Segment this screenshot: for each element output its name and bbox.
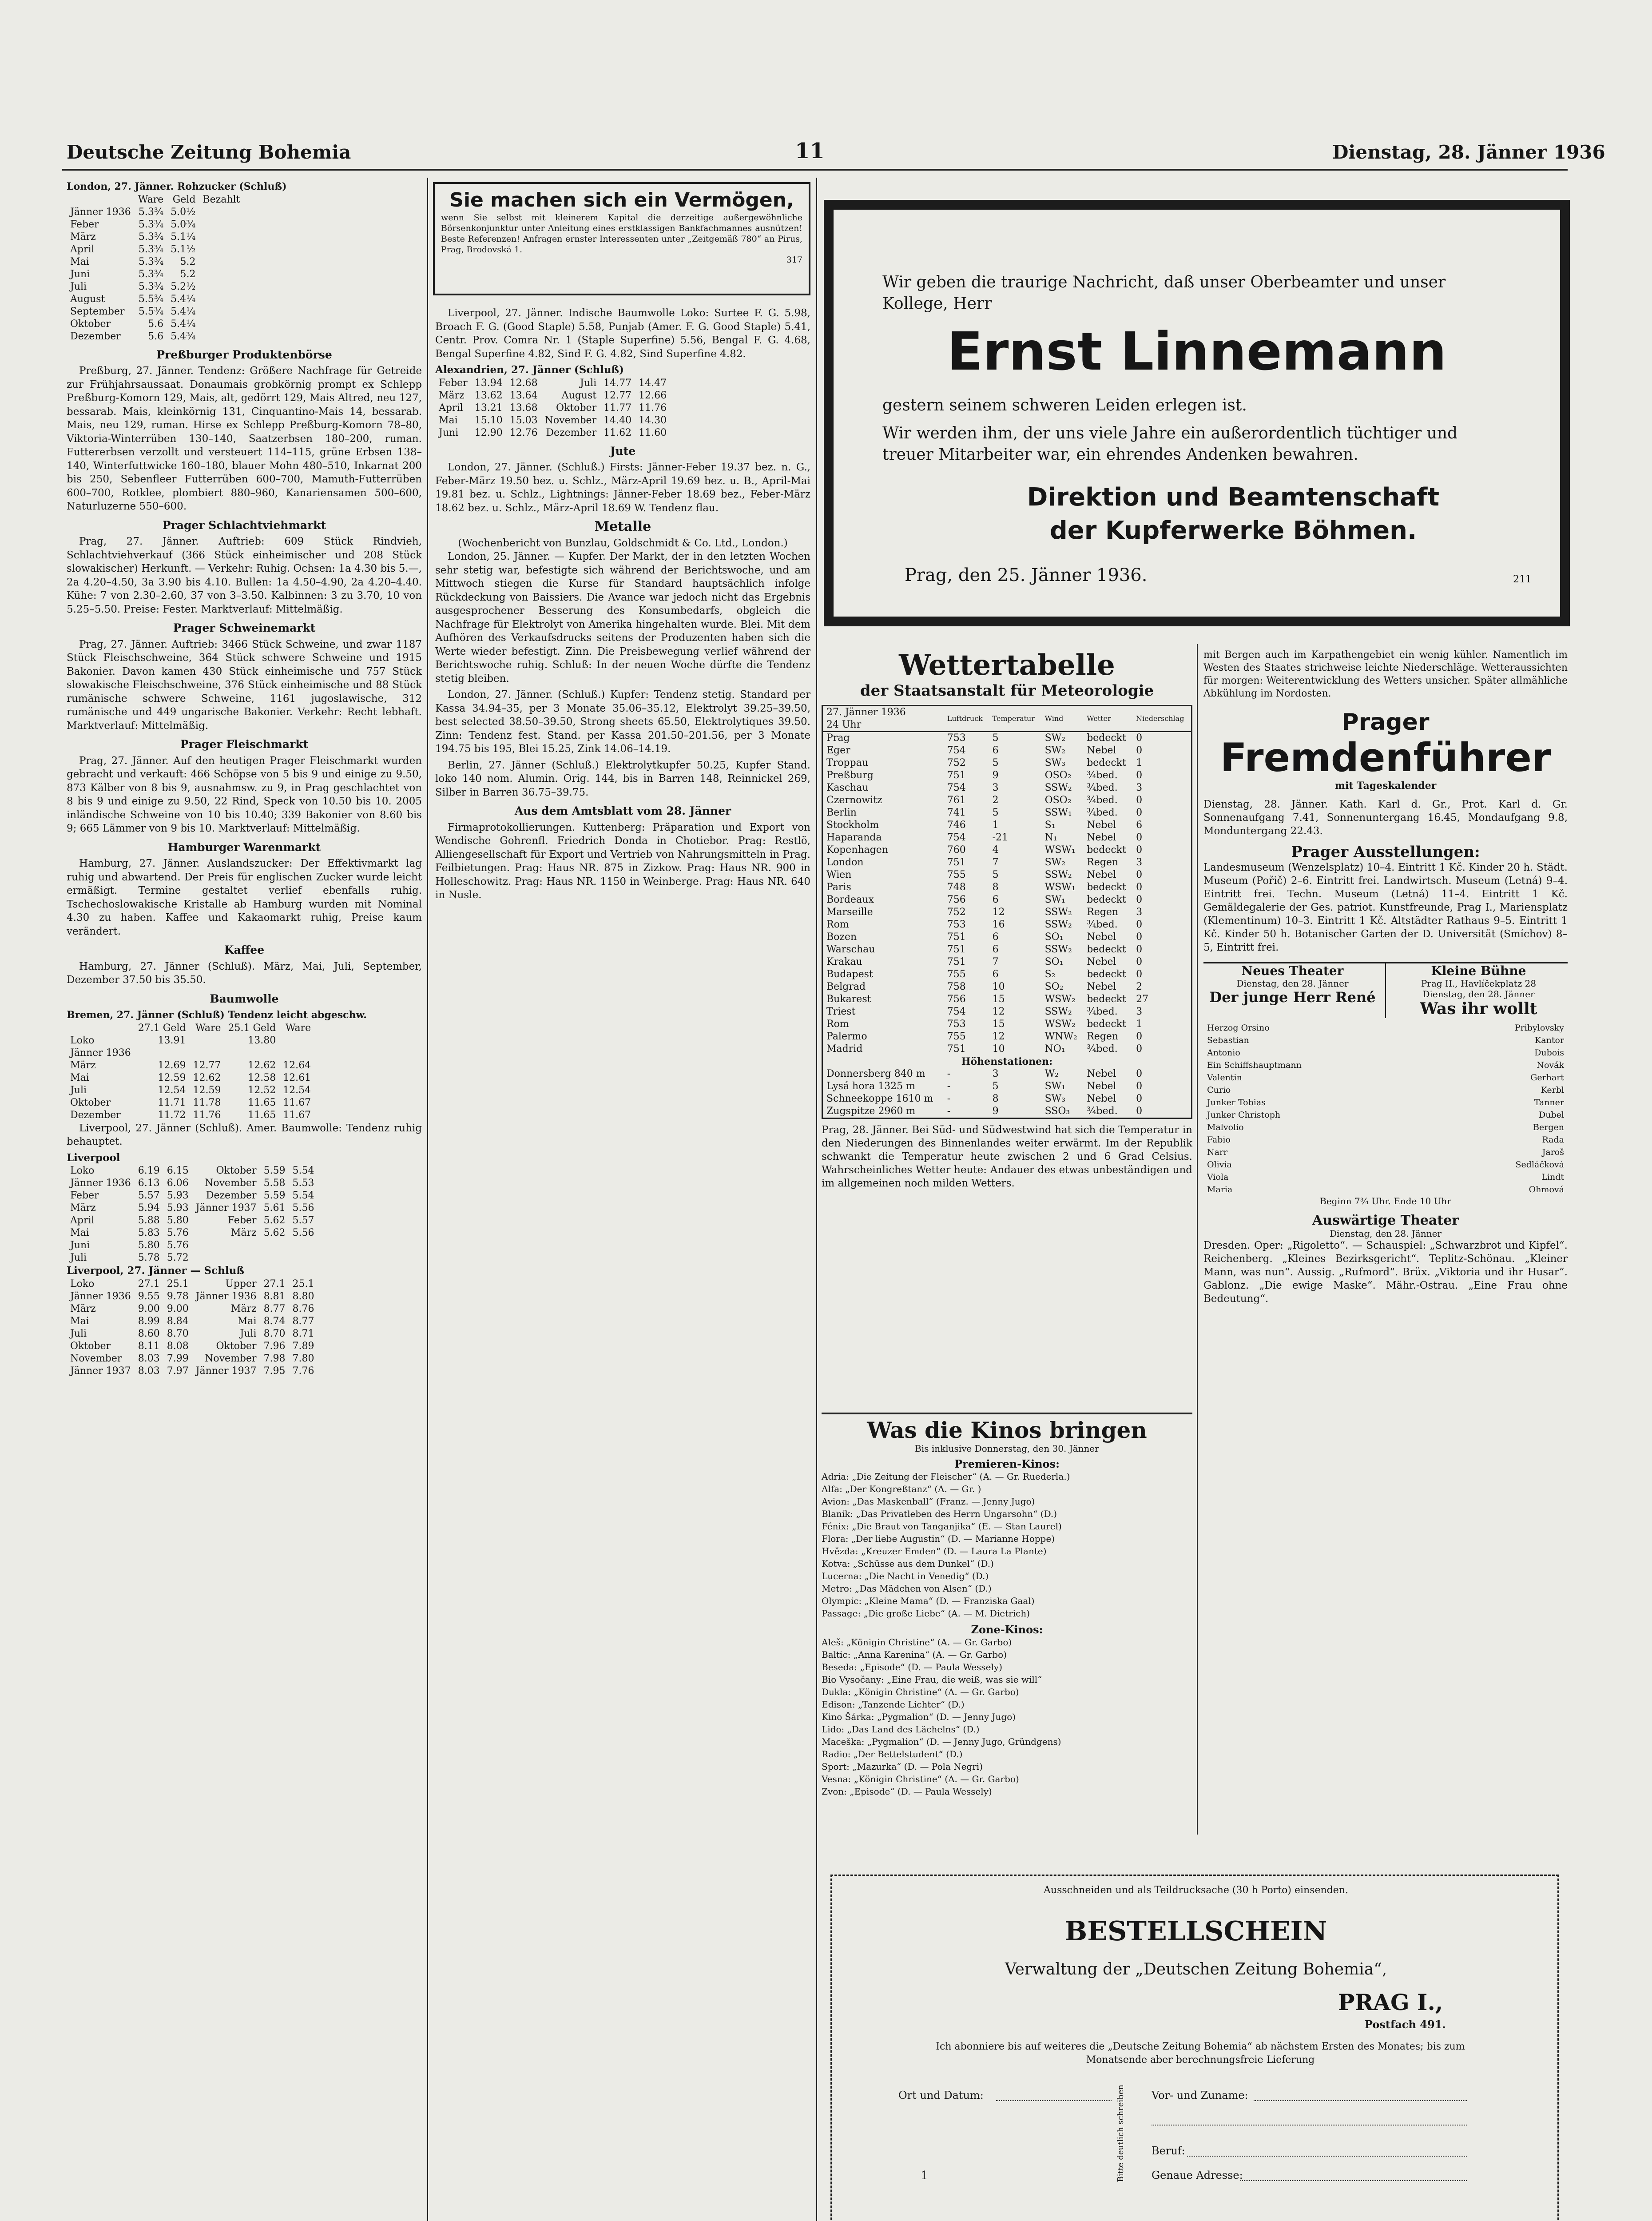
list-item: Kotva: „Schüsse aus dem Dunkel“ (D.) xyxy=(822,1558,994,1569)
table-row: Mai 8.99 8.84 Mai 8.74 8.77 xyxy=(70,1315,314,1327)
auswaertige-date: Dienstag, den 28. Jänner xyxy=(1329,1228,1442,1239)
weather-row: Rom 753 15 WSW₂ bedeckt 1 xyxy=(826,1019,1143,1030)
kino-title: Was die Kinos bringen xyxy=(867,1417,1147,1443)
weather-row: Marseille 752 12 SSW₂ Regen 3 xyxy=(826,907,1143,918)
weather-row: Paris 748 8 WSW₁ bedeckt 0 xyxy=(826,882,1143,893)
table-row: Mai 5.83 5.76 März 5.62 5.56 xyxy=(70,1227,314,1238)
london-sugar-title: London, 27. Jänner. Rohzucker (Schluß) xyxy=(67,181,287,192)
list-item: Baltic: „Anna Karenina“ (A. — Gr. Garbo) xyxy=(822,1649,1007,1660)
death-notice xyxy=(824,200,1570,626)
table-row: März 5.3¾ 5.1¼ xyxy=(70,231,196,243)
kino-section xyxy=(822,1413,1192,1798)
order-verwaltung: Verwaltung der „Deutschen Zeitung Bohemia“, xyxy=(1005,1960,1387,1978)
table-row: Oktober 5.6 5.4¼ xyxy=(70,318,196,330)
list-item: Maceška: „Pygmalion“ (D. — Jenny Jugo, Gründgens) xyxy=(822,1736,1061,1747)
order-form xyxy=(830,1875,1559,2221)
mountain-row: Donnersberg 840 m - 3 W₂ Nebel 0 xyxy=(826,1068,1143,1079)
order-city: PRAG I., xyxy=(1338,1989,1443,2015)
list-item: Radio: „Der Bettelstudent“ (D.) xyxy=(822,1749,963,1759)
table-row: Oktober 11.71 11.78 11.65 11.67 xyxy=(70,1097,311,1108)
weather-row: Budapest 755 6 S₂ bedeckt 0 xyxy=(826,969,1143,980)
table-row: Dezember 11.72 11.76 11.65 11.67 xyxy=(70,1109,311,1121)
bremen-table: 27.1 Geld Ware 25.1 Geld Ware Loko 13.91 13.80 Jänner 1936 März 12.69 12.77 12.62 12.64 Mai 12.59 12.62 12.58 12.61 Juli 12.54 12.59 12.52 12.54 Oktober 11.71 11.78 11.65 11.67 Dezember 11.72 11.76 11.65 11.67 xyxy=(67,1022,314,1122)
hamburg-heading: Hamburger Warenmarkt xyxy=(167,840,321,854)
auswaertige-heading: Auswärtige Theater xyxy=(1312,1213,1459,1228)
weather-row: Berlin 741 5 SSW₁ ¾bed. 0 xyxy=(826,807,1143,818)
baumwolle-heading: Baumwolle xyxy=(210,992,279,1005)
list-item: Blaník: „Das Privatleben des Herrn Ungarsohn“ (D.) xyxy=(822,1509,1057,1519)
pressburg-heading: Preßburger Produktenbörse xyxy=(156,348,332,361)
table-row: März 5.94 5.93 Jänner 1937 5.61 5.56 xyxy=(70,1202,314,1214)
order-title: BESTELLSCHEIN xyxy=(1064,1916,1327,1947)
weather-row: Bozen 751 6 SO₁ Nebel 0 xyxy=(826,931,1143,943)
ausstellungen-text: Landesmuseum (Wenzelsplatz) 10–4. Eintritt 1 Kč. Kinder 20 h. Städt. Museum (Pořič) 2–6. Eintritt frei. Landwirtsch. Museum (Letná) 9–4. Eintritt frei. Techn. Museum (Letná) 11–4. Eintritt 1 Kč. Gemäldegalerie der Ges. patriot. Kunstfreunde, Prag I., Mariensplatz (Klementinum) 10–3. Eintritt 1 Kč. Altstädter Rathaus 9–5. Eintritt 1 Kč. Kinder 50 h. Botanischer Garten der D. Universität (Smíchov) 8–5, Eintritt frei. xyxy=(1203,862,1568,953)
kleine-buehne: Kleine Bühne Prag II., Havlíčekplatz 28 Dienstag, den 28. Jänner Was ihr wollt xyxy=(1420,963,1537,1018)
list-item: Sport: „Mazurka“ (D. — Pola Negri) xyxy=(822,1761,983,1772)
death-line2: gestern seinem schweren Leiden erlegen ist. xyxy=(882,396,1247,414)
masthead-date: Dienstag, 28. Jänner 1936 xyxy=(1332,141,1605,163)
role-row: Malvolio Bergen xyxy=(1207,1122,1564,1132)
order-number: 1 xyxy=(921,2169,928,2182)
table-row: Oktober 8.11 8.08 Oktober 7.96 7.89 xyxy=(70,1340,314,1352)
role-row: Junker Tobias Tanner xyxy=(1207,1098,1564,1107)
table-row: Feber 5.3¾ 5.0¾ xyxy=(70,219,196,230)
death-name: Ernst Linnemann xyxy=(947,321,1447,382)
weather-row: Palermo 755 12 WNW₂ Regen 0 xyxy=(826,1031,1143,1042)
order-name-label: Vor- und Zuname: xyxy=(1152,2089,1248,2102)
table-row: Juli 8.60 8.70 Juli 8.70 8.71 xyxy=(70,1328,314,1339)
liverpool-table xyxy=(67,1165,318,1264)
kaffee-heading: Kaffee xyxy=(224,943,265,956)
table-row: Mai 5.3¾ 5.2 xyxy=(70,256,196,267)
role-row: Olivia Sedláčková xyxy=(1207,1160,1564,1170)
weather-subtitle: der Staatsanstalt für Meteorologie xyxy=(860,682,1154,700)
weather-row: London 751 7 SW₂ Regen 3 xyxy=(826,857,1143,868)
order-beruf-field[interactable] xyxy=(1187,2156,1467,2157)
indian-cotton-text: Liverpool, 27. Jänner. Indische Baumwolle Loko: Surtee F. G. 5.98, Broach F. G. (Good Staple) 5.58, Punjab (Amer. F. G. Good Staple) 5.41, Centr. Prov. Comra Nr. 1 (Staple Superfine) 5.56, Bengal F. G. 4.68, Bengal Superfine 4.82, Sind F. G. 4.82, Sind Superfine 4.82. xyxy=(435,307,810,360)
alexandria-table xyxy=(435,377,670,439)
metalle-sub: (Wochenbericht von Bunzlau, Goldschmidt & Co. Ltd., London.) xyxy=(458,537,788,549)
list-item: Lucerna: „Die Nacht in Venedig“ (D.) xyxy=(822,1571,989,1581)
weather-row: Belgrad 758 10 SO₂ Nebel 2 xyxy=(826,981,1143,992)
hamburg-text: Hamburg, 27. Jänner. Auslandszucker: Der Effektivmarkt lag ruhig und abwartend. Der Preis für englischen Zucker wurde leicht ermäßigt. Termine gestaltet verlief ebenfalls ruhig. Tschechoslowakische Kristalle ab Hamburg wurden mit Nominal 4.30 zu haben. Kaffee und Kakaomarkt ruhig, Preise kaum verändert. xyxy=(67,858,422,937)
table-row: Loko 6.19 6.15 Oktober 5.59 5.54 xyxy=(70,1165,314,1176)
role-row: Antonio Dubois xyxy=(1207,1048,1564,1058)
order-postfach: Postfach 491. xyxy=(1365,2018,1446,2031)
weather-row: Troppau 752 5 SW₃ bedeckt 1 xyxy=(826,757,1143,768)
list-item: Olympic: „Kleine Mama“ (D. — Franziska Gaal) xyxy=(822,1596,1035,1606)
berlin-metal-text: Berlin, 27. Jänner (Schluß.) Elektrolytkupfer 50.25, Kupfer Stand. loko 140 nom. Alumin. Orig. 144, bis in Barren 148, Reinnickel 269, Silber in Barren 36.75–39.75. xyxy=(435,759,810,798)
role-row: Junker Christoph Dubel xyxy=(1207,1110,1564,1120)
zone-heading: Zone-Kinos: xyxy=(971,1623,1043,1636)
roles-table xyxy=(1203,1022,1568,1196)
table-row: Juli 12.54 12.59 12.52 12.54 xyxy=(70,1084,311,1096)
death-sign1: Direktion und Beamtenschaft xyxy=(1027,483,1440,512)
order-top: Ausschneiden und als Teildrucksache (30 h Porto) einsenden. xyxy=(1044,1885,1348,1896)
table-row: Jänner 1936 6.13 6.06 November 5.58 5.53 xyxy=(70,1178,314,1189)
fleisch-text: Prag, 27. Jänner. Auf den heutigen Prager Fleischmarkt wurden gebracht und verkauft: 466 Schöpse von 5 bis 9 und einige zu 9.50, 873 Kälber von 8 bis 9, ausnahmsw. zu 9, in Prag geschlachtet von 8 bis 9 und einige zu 9.50, 22 Rind, Speck von 10.50 bis 10. 2005 inländische Schweine von 10 bis 10.40; 339 Bakonier von 8.60 bis 9; 665 Lämmer von 9 bis 10. Marktverlauf: Mittelmäßig. xyxy=(67,755,422,834)
table-row: Juni 5.80 5.76 xyxy=(70,1240,189,1251)
kaffee-text: Hamburg, 27. Jänner (Schluß). März, Mai, Juli, September, Dezember 37.50 bis 35.50. xyxy=(67,960,422,986)
list-item: Metro: „Das Mädchen von Alsen“ (D.) xyxy=(822,1583,992,1594)
weather-continued: mit Bergen auch im Karpathengebiet ein wenig kühler. Namentlich im Westen des Staates strichweise leichte Niederschläge. Wetteraussichten für morgen: Weiterentwicklung des Wetters unsicher. Später allmähliche Abkühlung im Nordosten. xyxy=(1203,649,1568,699)
weather-row: Preßburg 751 9 OSO₂ ¾bed. 0 xyxy=(826,770,1143,781)
fremden-subtitle: mit Tageskalender xyxy=(1334,780,1437,792)
table-row: April 5.88 5.80 Feber 5.62 5.57 xyxy=(70,1215,314,1226)
death-place: Prag, den 25. Jänner 1936. xyxy=(905,565,1148,585)
weather-row: Prag 753 5 SW₂ bedeckt 0 xyxy=(826,732,1143,744)
list-item: Edison: „Tanzende Lichter“ (D.) xyxy=(822,1699,965,1710)
schlacht-text: Prag, 27. Jänner. Auftrieb: 609 Stück Rindvieh, Schlachtviehverkauf (366 Stück einheimischer und 208 Stück slowakischer) Herkunft. — Verkehr: Ruhig. Ochsen: 1a 4.30 bis 5.—, 2a 4.20–4.50, 3a 3.90 bis 4.10. Bullen: 1a 4.50–4.90, 2a 4.20–4.40. Kühe: 7 von 2.30–2.60, 37 von 3–3.50. Kalbinnen: 3 zu 3.70, 10 von 5.25–5.50. Preise: Fester. Marktverlauf: Mittelmäßig. xyxy=(67,536,422,615)
table-row: September 5.5¾ 5.4¼ xyxy=(70,306,196,317)
bremen-title: Bremen, 27. Jänner (Schluß) Tendenz leicht abgeschw. xyxy=(67,1009,367,1021)
role-row: Narr Jaroš xyxy=(1207,1147,1564,1157)
weather-text: Prag, 28. Jänner. Bei Süd- und Südwestwind hat sich die Temperatur in den Niederungen des Binnenlandes weiter erwärmt. Im der Republik schwankt die Temperatur heute zwischen 2 und 6 Grad Celsius. Wahrscheinliches Wetter heute: Andauer des etwas unbeständigen und im allgemeinen noch milden Wetters. xyxy=(822,1124,1192,1189)
table-row: März 13.62 13.64 August 12.77 12.66 xyxy=(439,390,667,401)
mountain-row: Lysá hora 1325 m - 5 SW₁ Nebel 0 xyxy=(826,1081,1143,1092)
weather-title: Wettertabelle xyxy=(899,649,1115,682)
jute-text: London, 27. Jänner. (Schluß.) Firsts: Jänner-Feber 19.37 bez. n. G., Feber-März 19.50 bez. u. Schlz., März-April 19.69 bez. u. B., April-Mai 19.81 bez. u. Schlz., Lightnings: Jänner-Feber 18.69 bez., Feber-März 18.62 bez. u. Schlz., März-April 18.69 W. Tendenz flau. xyxy=(435,462,810,514)
list-item: Bio Vysočany: „Eine Frau, die weiß, was sie will“ xyxy=(822,1674,1042,1685)
order-ort-field[interactable] xyxy=(996,2100,1112,2101)
table-row: November 8.03 7.99 November 7.98 7.80 xyxy=(70,1353,314,1364)
column-1 xyxy=(67,180,422,2221)
death-intro: Wir geben die traurige Nachricht, daß unser Oberbeamter und unser Kollege, Herr xyxy=(882,273,1446,313)
jute-heading: Jute xyxy=(610,444,636,458)
list-item: Fénix: „Die Braut von Tanganjika“ (E. — Stan Laurel) xyxy=(822,1521,1062,1532)
neues-theater: Neues Theater Dienstag, den 28. Jänner Der junge Herr René xyxy=(1203,963,1386,1018)
liverpool-text: Liverpool, 27. Jänner (Schluß). Amer. Baumwolle: Tendenz ruhig behauptet. xyxy=(67,1122,422,1147)
table-row: März 12.69 12.77 12.62 12.64 xyxy=(70,1059,311,1071)
order-name-field[interactable] xyxy=(1254,2100,1467,2101)
order-beruf-label: Beruf: xyxy=(1152,2145,1185,2157)
london-sugar-table: Ware Geld Bezahlt Jänner 1936 5.3¾ 5.0½ Feber 5.3¾ 5.0¾ März 5.3¾ 5.1¼ April 5.3¾ 5.1½ Mai 5.3¾ 5.2 Juni 5.3¾ 5.2 Juli 5.3¾ 5.2½ August 5.5¾ 5.4¼ September 5.5¾ 5.4¼ Oktober 5.6 5.4¼ Dezember 5.6 5.4¾ xyxy=(67,194,243,343)
masthead-rule xyxy=(62,169,1568,171)
table-row: Jänner 1936 9.55 9.78 Jänner 1936 8.81 8.80 xyxy=(70,1290,314,1302)
tageskalender: Dienstag, 28. Jänner. Kath. Karl d. Gr., Prot. Karl d. Gr. Sonnenaufgang 7.41, Sonnenuntergang 16.45, Mondaufgang 9.8, Monduntergang 22.43. xyxy=(1203,799,1568,837)
premieren-heading: Premieren-Kinos: xyxy=(954,1457,1060,1470)
schwein-text: Prag, 27. Jänner. Auftrieb: 3466 Stück Schweine, und zwar 1187 Stück Fleischschweine, 364 Stück schwere Schweine und 1915 Bakonier. Davon kamen 430 Stück einheimische und 757 Stück slowakische Fleischschweine, 376 Stück einheimische und 88 Stück rumänische schwere Schweine, 1161 jugoslawische, 312 rumänische und 449 ungarische Bakonier. Verkehr: Recht lebhaft. Marktverlauf: Mittelmäßig. xyxy=(67,638,422,732)
role-row: Viola Lindt xyxy=(1207,1172,1564,1182)
schlacht-heading: Prager Schlachtviehmarkt xyxy=(162,518,326,532)
liverpool2-table xyxy=(67,1278,318,1377)
weather-row: Stockholm 746 1 S₁ Nebel 6 xyxy=(826,820,1143,831)
table-row: Juni 12.90 12.76 Dezember 11.62 11.60 xyxy=(439,427,667,438)
liverpool-title: Liverpool xyxy=(67,1151,120,1164)
weather-section xyxy=(822,649,1192,1190)
list-item: Zvon: „Episode“ (D. — Paula Wessely) xyxy=(822,1786,992,1797)
weather-row: Warschau 751 6 SSW₂ bedeckt 0 xyxy=(826,944,1143,955)
list-item: Aleš: „Königin Christine“ (A. — Gr. Garbo) xyxy=(822,1637,1012,1648)
weather-row: Bukarest 756 15 WSW₂ bedeckt 27 xyxy=(826,994,1149,1005)
london-metal-text: London, 27. Jänner. (Schluß.) Kupfer: Tendenz stetig. Standard per Kassa 34.94–35, per 3 Monate 35.06–35.12, Elektrolyt 39.25–39.50, best selected 38.50–39.50, Strong sheets 65.50, Elektrolytiques 39.50. Zinn: Tendenz fest. Stand. per Kassa 201.50–201.56, per 3 Monate 194.75 bis 195, Blei 15.25, Zink 14.06–14.19. xyxy=(435,689,810,755)
weather-table: 27. Jänner 1936 24 Uhr Luftdruck Temperatur Wind Wetter Niederschlag Prag 753 5 SW₂ bedeckt 0 Eger 754 6 SW₂ Nebel 0 Troppau 752 5 SW₃ bedeckt 1 Preßburg 751 9 OSO₂ ¾bed. 0 Kaschau 754 3 SSW₂ ¾bed. 3 Czernowitz 761 2 OSO₂ ¾bed. 0 Berlin 741 5 SSW₁ ¾bed. 0 Stockholm 746 1 S₁ Nebel 6 Haparanda 754 -21 N₁ Nebel 0 Kopenhagen 760 4 WSW₁ bedeckt 0 London 751 7 SW₂ Regen 3 Wien 755 5 SSW₂ Nebel 0 Paris 748 8 WSW₁ bedeckt 0 Bordeaux 756 6 SW₁ bedeckt 0 Marseille 752 12 SSW₂ Regen 3 Rom 753 16 SSW₂ ¾bed. 0 Bozen 751 6 SO₁ Nebel 0 Warschau 751 6 SSW₂ bedeckt 0 Krakau 751 7 SO₁ Nebel 0 Budapest 755 6 S₂ bedeckt 0 Belgrad 758 10 SO₂ Nebel 2 Bukarest 756 15 WSW₂ bedeckt 27 Triest 754 12 SSW₂ ¾bed. 3 Rom 753 15 WSW₂ bedeckt 1 Palermo 755 12 WNW₂ Regen 0 Madrid 751 10 NO₁ ¾bed. 0 Höhenstationen: Donnersberg 840 m - 3 W₂ Nebel 0 Lysá hora 1325 m - 5 SW₁ Nebel 0 Schneekoppe 1610 m - 8 SW₃ Nebel 0 Zugspitze 2960 m - 9 SSO₃ ¾bed. 0 xyxy=(822,705,1192,1119)
column-rule-2 xyxy=(816,178,817,2221)
table-row: Jänner 1936 5.3¾ 5.0½ xyxy=(70,206,196,218)
auswaertige-text: Dresden. Oper: „Rigoletto“. — Schauspiel: „Schwarzbrot und Kipfel“. Reichenberg. „Kleines Bezirksgericht“. Teplitz-Schönau. „Kleiner Mann, was nun“. Aussig. „Rufmord“. Brüx. „Viktoria und ihr Husar“. Gablonz. „Die ewige Maske“. Mähr.-Ostrau. „Eine Frau ohne Bedeutung“. xyxy=(1203,1240,1568,1305)
table-row: Loko 13.91 13.80 xyxy=(70,1035,276,1046)
list-item: Vesna: „Königin Christine“ (A. — Gr. Garbo) xyxy=(822,1774,1019,1784)
list-item: Dukla: „Königin Christine“ (A. — Gr. Garbo) xyxy=(822,1687,1019,1697)
investment-ad xyxy=(433,182,810,295)
schwein-heading: Prager Schweinemarkt xyxy=(173,621,316,634)
list-item: Avion: „Das Maskenball“ (Franz. — Jenny Jugo) xyxy=(822,1496,1035,1507)
table-row: Jänner 1937 8.03 7.97 Jänner 1937 7.95 7.76 xyxy=(70,1365,314,1377)
table-row: Dezember 5.6 5.4¾ xyxy=(70,330,196,342)
role-row: Fabio Rada xyxy=(1207,1135,1564,1145)
table-row: April 5.3¾ 5.1½ xyxy=(70,243,196,255)
fleisch-heading: Prager Fleischmarkt xyxy=(180,738,309,751)
theater-columns xyxy=(1203,962,1568,1018)
role-row: Curio Kerbl xyxy=(1207,1085,1564,1095)
death-line3: Wir werden ihm, der uns viele Jahre ein außerordentlich tüchtiger und treuer Mitarbeiter war, ein ehrendes Andenken bewahren. xyxy=(882,424,1458,464)
ausstellungen-heading: Prager Ausstellungen: xyxy=(1291,843,1480,861)
weather-row: Krakau 751 7 SO₁ Nebel 0 xyxy=(826,956,1143,967)
alexandria-title: Alexandrien, 27. Jänner (Schluß) xyxy=(435,364,624,376)
death-sign2: der Kupferwerke Böhmen. xyxy=(1049,516,1417,545)
role-row: Ein Schiffshauptmann Novák xyxy=(1207,1060,1564,1070)
table-row: Loko 27.1 25.1 Upper 27.1 25.1 xyxy=(70,1278,314,1290)
column-rule-1 xyxy=(427,178,428,2221)
list-item: Flora: „Der liebe Augustin“ (D. — Marianne Hoppe) xyxy=(822,1533,1055,1544)
table-row: August 5.5¾ 5.4¼ xyxy=(70,293,196,305)
order-adresse-field[interactable] xyxy=(1240,2180,1467,2181)
order-adresse-label: Genaue Adresse: xyxy=(1152,2169,1243,2181)
ad-number: 317 xyxy=(786,255,802,265)
list-item: Lido: „Das Land des Lächelns“ (D.) xyxy=(822,1724,980,1735)
table-row: Feber 5.57 5.93 Dezember 5.59 5.54 xyxy=(70,1190,314,1201)
weather-row: Triest 754 12 SSW₂ ¾bed. 3 xyxy=(826,1006,1143,1017)
table-row: Jänner 1936 xyxy=(70,1047,131,1059)
weather-row: Bordeaux 756 6 SW₁ bedeckt 0 xyxy=(826,894,1143,905)
column-2 xyxy=(435,306,810,2221)
list-item: Alfa: „Der Kongreßtanz“ (A. — Gr. ) xyxy=(822,1484,981,1494)
order-side-note: Bitte deutlich schreiben xyxy=(1116,2085,1125,2182)
table-row: Feber 13.94 12.68 Juli 14.77 14.47 xyxy=(439,377,667,389)
table-row: Mai 12.59 12.62 12.58 12.61 xyxy=(70,1072,311,1083)
mountain-row: Schneekoppe 1610 m - 8 SW₃ Nebel 0 xyxy=(826,1093,1143,1104)
weather-row: Haparanda 754 -21 N₁ Nebel 0 xyxy=(826,832,1143,843)
amtsblatt-heading: Aus dem Amtsblatt vom 28. Jänner xyxy=(514,804,731,817)
kino-subtitle: Bis inklusive Donnerstag, den 30. Jänner xyxy=(915,1443,1099,1454)
weather-row: Kaschau 754 3 SSW₂ ¾bed. 3 xyxy=(826,782,1143,793)
mountain-row: Zugspitze 2960 m - 9 SSO₃ ¾bed. 0 xyxy=(826,1106,1143,1117)
order-ort-label: Ort und Datum: xyxy=(898,2089,984,2102)
table-row: Mai 15.10 15.03 November 14.40 14.30 xyxy=(439,414,667,426)
metalle-heading: Metalle xyxy=(594,519,651,534)
role-row: Valentin Gerhart xyxy=(1207,1073,1564,1083)
page-number: 11 xyxy=(795,139,825,163)
weather-row: Kopenhagen 760 4 WSW₁ bedeckt 0 xyxy=(826,844,1143,856)
ad-title: Sie machen sich ein Vermögen, xyxy=(449,189,794,211)
column-rule-3 xyxy=(1197,644,1198,1835)
weather-row: Madrid 751 10 NO₁ ¾bed. 0 xyxy=(826,1043,1143,1055)
weather-row: Czernowitz 761 2 OSO₂ ¾bed. 0 xyxy=(826,795,1143,806)
weather-row: Eger 754 6 SW₂ Nebel 0 xyxy=(826,745,1143,756)
table-row: Juli 5.3¾ 5.2½ xyxy=(70,281,196,292)
list-item: Passage: „Die große Liebe“ (A. — M. Dietrich) xyxy=(822,1608,1030,1619)
list-item: Kino Šárka: „Pygmalion“ (D. — Jenny Jugo) xyxy=(822,1712,1016,1722)
beginn: Beginn 7¾ Uhr. Ende 10 Uhr xyxy=(1320,1196,1451,1206)
table-row: März 9.00 9.00 März 8.77 8.76 xyxy=(70,1303,314,1314)
liverpool2-title: Liverpool, 27. Jänner — Schluß xyxy=(67,1265,244,1277)
table-row: Juni 5.3¾ 5.2 xyxy=(70,268,196,280)
list-item: Beseda: „Episode“ (D. — Paula Wessely) xyxy=(822,1662,1003,1672)
metalle-text: London, 25. Jänner. — Kupfer. Der Markt, der in den letzten Wochen sehr stetig war, befestigte sich während der Berichtswoche, und am Mittwoch stiegen die Kurse für Standard hauptsächlich infolge Rückdeckung von Baissiers. Die Avance war jedoch nicht das Ergebnis ausgesprochener Besserung des Konsumbedarfs, obgleich die Nachfrage für Elektrolyt von Amerika hingehalten wurde. Blei. Mit dem Aufhören des Verkaufsdrucks seitens der Produzenten haben sich die Werte wieder befestigt. Zinn. Die Preisbewegung verlief während der Berichtswoche ruhig. Schluß: In der neuen Woche dürfte die Tendenz stetig bleiben. xyxy=(435,551,810,685)
fremden-section xyxy=(1203,649,1568,1306)
table-row: Juli 5.78 5.72 xyxy=(70,1252,189,1263)
ad-text: wenn Sie selbst mit kleinerem Kapital die derzeitige außergewöhnliche Börsenkonjunktur unter Anleitung eines erstklassigen Bankfachmannes ausnützen! Beste Referenzen! Anfragen ernster Interessenten unter „Zeitgemäß 780“ an Pirus, Prag, Brodovská 1. xyxy=(441,213,802,255)
fremden-title1: Prager xyxy=(1342,709,1430,736)
masthead-paper: Deutsche Zeitung Bohemia xyxy=(67,141,351,163)
weather-row: Rom 753 16 SSW₂ ¾bed. 0 xyxy=(826,919,1143,930)
weather-row: Wien 755 5 SSW₂ Nebel 0 xyxy=(826,869,1143,880)
pressburg-text: Preßburg, 27. Jänner. Tendenz: Größere Nachfrage für Getreide zur Frühjahrsaussaat. Donaumais grobkörnig prompt ex Schlepp Preßburg-Komorn 129, Mais, alt, gedörrt 129, Mais Altred, neu 127, bessarab. Mais, kleinkörnig 131, Cinquantino-Mais 14, bessarab. Mais, neu 129, ruman. Hirse ex Schlepp Preßburg-Komorn 78–80, Viktoria-Winterrüben 130–140, Saatzerbsen 180–200, ruman. Futtererbsen verzollt und versteuert 114–115, grüne Erbsen 138–140, Winterfuttwicke 160–180, blauer Mohn 480–510, Inkarnat 200 bis 250, Sebenfleer Futterrüben 600–700, Mamuth-Futterrüben 600–700, Rotklee, plombiert 880–960, Kanariensamen 500–600, Naturluzerne 550–600. xyxy=(67,365,422,512)
role-row: Maria Ohmová xyxy=(1207,1185,1564,1194)
table-row: April 13.21 13.68 Oktober 11.77 11.76 xyxy=(439,402,667,414)
death-number: 211 xyxy=(1513,574,1532,585)
role-row: Herzog Orsino Pribylovsky xyxy=(1207,1023,1564,1033)
order-text: Ich abonniere bis auf weiteres die „Deutsche Zeitung Bohemia“ ab nächstem Ersten des Monates; bis zum Monatsende aber berechnungsfreie Lieferung xyxy=(936,2041,1465,2066)
role-row: Sebastian Kantor xyxy=(1207,1035,1564,1045)
fremden-title2: Fremdenführer xyxy=(1220,735,1551,780)
list-item: Adria: „Die Zeitung der Fleischer“ (A. — Gr. Ruederla.) xyxy=(822,1471,1070,1482)
amtsblatt-text: Firmaprotokollierungen. Kuttenberg: Präparation und Export von Wendische Gohrenfl. Friedrich Donda in Chotiebor. Prag: Restlö, Alliengesellschaft für Export und Vertrieb von Nahrungsmitteln in Prag. Feilbietungen. Prag: Haus NR. 875 in Zizkow. Prag: Haus NR. 900 in Holleschowitz. Prag: Haus NR. 1150 in Weinberge. Prag: Haus NR. 640 in Nusle. xyxy=(435,821,810,901)
list-item: Hvězda: „Kreuzer Emden“ (D. — Laura La Plante) xyxy=(822,1546,1047,1556)
